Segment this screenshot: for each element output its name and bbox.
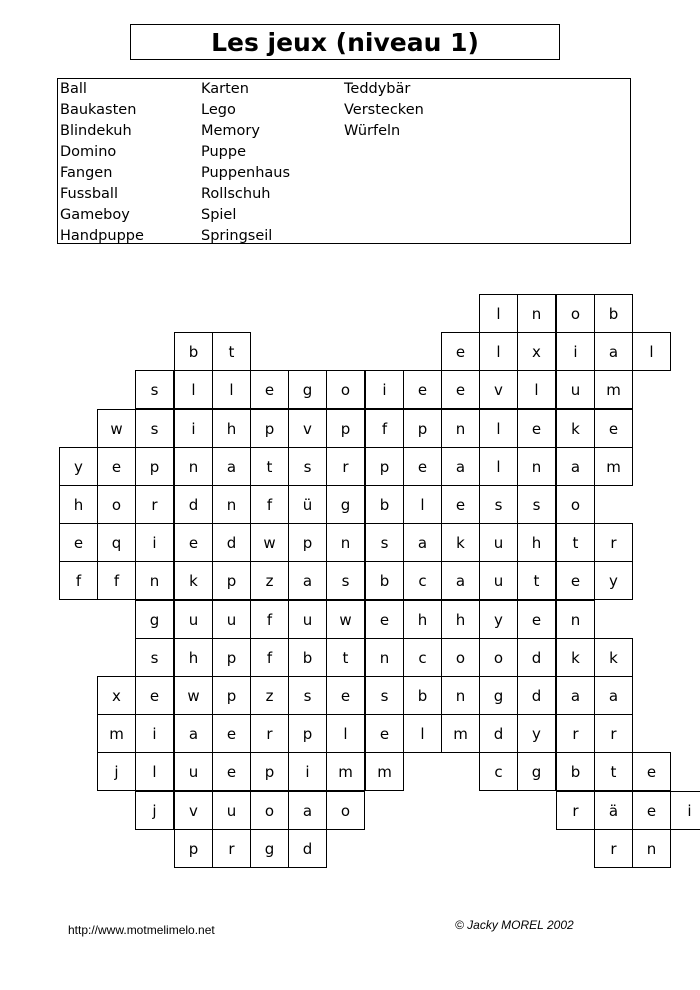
grid-cell[interactable]: b [556,752,595,791]
grid-cell[interactable]: ü [288,485,327,524]
grid-cell[interactable]: f [250,485,289,524]
grid-cell[interactable]: f [59,561,98,600]
grid-cell[interactable]: u [556,370,595,409]
grid-cell[interactable]: g [135,600,174,639]
grid-cell[interactable]: p [288,523,327,562]
grid-cell[interactable]: v [174,791,213,830]
grid-cell[interactable]: u [479,561,518,600]
grid-cell[interactable]: a [212,447,251,486]
grid-cell[interactable]: l [212,370,251,409]
grid-cell[interactable]: t [594,752,633,791]
grid-cell[interactable]: c [479,752,518,791]
grid-cell[interactable]: o [326,370,365,409]
grid-cell[interactable]: l [403,714,442,753]
grid-cell[interactable]: e [441,485,480,524]
grid-cell[interactable]: h [441,600,480,639]
grid-cell[interactable]: v [479,370,518,409]
grid-cell[interactable]: h [403,600,442,639]
grid-cell[interactable]: a [441,447,480,486]
grid-cell[interactable]: h [59,485,98,524]
grid-cell[interactable]: e [517,600,556,639]
grid-cell[interactable]: t [556,523,595,562]
grid-cell[interactable]: u [479,523,518,562]
grid-cell[interactable]: b [594,294,633,333]
grid-cell[interactable]: f [97,561,136,600]
grid-cell[interactable]: e [97,447,136,486]
grid-cell[interactable]: k [174,561,213,600]
grid-cell[interactable]: l [174,370,213,409]
grid-cell[interactable]: o [479,638,518,677]
grid-cell[interactable]: x [97,676,136,715]
footer-copyright: © Jacky MOREL 2002 [455,918,574,932]
grid-cell[interactable]: p [212,561,251,600]
grid-cell[interactable]: b [365,561,404,600]
grid-cell[interactable]: s [479,485,518,524]
grid-cell[interactable]: b [174,332,213,371]
grid-cell[interactable]: f [250,600,289,639]
grid-cell[interactable]: x [517,332,556,371]
grid-cell[interactable]: k [441,523,480,562]
grid-cell[interactable]: k [594,638,633,677]
grid-cell[interactable]: a [556,447,595,486]
word-list-item: Karten [201,81,249,97]
grid-cell[interactable]: f [250,638,289,677]
grid-cell[interactable]: a [441,561,480,600]
grid-cell[interactable]: k [556,638,595,677]
word-list-item: Puppenhaus [201,165,291,181]
grid-cell[interactable]: l [326,714,365,753]
grid-cell[interactable]: b [288,638,327,677]
grid-cell[interactable]: p [403,409,442,448]
grid-cell[interactable]: i [670,791,700,830]
grid-cell[interactable]: o [556,485,595,524]
grid-cell[interactable]: q [97,523,136,562]
grid-cell[interactable]: p [212,638,251,677]
grid-cell[interactable]: a [174,714,213,753]
word-list-item: Verstecken [344,102,424,118]
grid-cell[interactable]: r [594,829,633,868]
word-list-item: Spiel [201,207,237,223]
grid-cell[interactable]: m [365,752,404,791]
grid-cell[interactable]: n [441,676,480,715]
grid-cell[interactable]: p [212,676,251,715]
grid-cell[interactable]: a [556,676,595,715]
grid-cell[interactable]: o [441,638,480,677]
grid-cell[interactable]: g [517,752,556,791]
grid-cell[interactable]: i [556,332,595,371]
grid-cell[interactable]: u [174,752,213,791]
grid-cell[interactable]: n [517,447,556,486]
grid-cell[interactable]: g [288,370,327,409]
grid-cell[interactable]: b [365,485,404,524]
grid-cell[interactable]: g [326,485,365,524]
grid-cell[interactable]: a [288,791,327,830]
grid-cell[interactable]: a [288,561,327,600]
grid-cell[interactable]: d [479,714,518,753]
grid-cell[interactable]: d [517,638,556,677]
grid-cell[interactable]: r [212,829,251,868]
grid-cell[interactable]: s [365,676,404,715]
grid-cell[interactable]: v [288,409,327,448]
grid-cell[interactable]: i [174,409,213,448]
grid-cell[interactable]: r [556,791,595,830]
grid-cell[interactable]: t [212,332,251,371]
grid-cell[interactable]: n [174,447,213,486]
grid-cell[interactable]: n [365,638,404,677]
grid-cell[interactable]: r [250,714,289,753]
grid-cell[interactable]: u [212,791,251,830]
grid-cell[interactable]: w [174,676,213,715]
grid-cell[interactable]: e [326,676,365,715]
grid-cell[interactable]: k [556,409,595,448]
grid-cell[interactable]: o [250,791,289,830]
word-list-item: Fussball [60,186,118,202]
grid-cell[interactable]: e [250,370,289,409]
grid-cell[interactable]: s [288,447,327,486]
grid-cell[interactable]: d [288,829,327,868]
grid-cell[interactable]: l [403,485,442,524]
grid-cell[interactable]: j [135,791,174,830]
grid-cell[interactable]: d [212,523,251,562]
grid-cell[interactable]: m [594,370,633,409]
grid-cell[interactable]: r [326,447,365,486]
grid-cell[interactable]: e [632,791,671,830]
grid-cell[interactable]: w [326,600,365,639]
grid-cell[interactable]: e [403,370,442,409]
grid-cell[interactable]: s [135,409,174,448]
grid-cell[interactable]: a [594,676,633,715]
grid-cell[interactable]: n [441,409,480,448]
grid-cell[interactable]: i [135,523,174,562]
grid-cell[interactable]: l [632,332,671,371]
grid-cell[interactable]: c [403,638,442,677]
word-list-item: Blindekuh [60,123,132,139]
grid-cell[interactable]: m [594,447,633,486]
grid-cell[interactable]: e [441,370,480,409]
word-list-item: Domino [60,144,117,160]
grid-cell[interactable]: o [556,294,595,333]
grid-cell[interactable]: f [365,409,404,448]
grid-cell[interactable]: s [365,523,404,562]
grid-cell[interactable]: z [250,676,289,715]
grid-cell[interactable]: e [59,523,98,562]
grid-cell[interactable]: h [212,409,251,448]
grid-cell[interactable]: m [441,714,480,753]
word-list-item: Puppe [201,144,247,160]
grid-cell[interactable]: l [479,332,518,371]
grid-cell[interactable]: l [479,447,518,486]
grid-cell[interactable]: t [326,638,365,677]
grid-cell[interactable]: y [479,600,518,639]
grid-cell[interactable]: p [250,409,289,448]
grid-cell[interactable]: c [403,561,442,600]
grid-cell[interactable]: n [556,600,595,639]
grid-cell[interactable]: s [288,676,327,715]
grid-cell[interactable]: n [326,523,365,562]
grid-cell[interactable]: h [517,523,556,562]
grid-cell[interactable]: e [365,600,404,639]
word-list-item: Ball [60,81,87,97]
grid-cell[interactable]: e [594,409,633,448]
grid-cell[interactable]: e [556,561,595,600]
grid-cell[interactable]: m [97,714,136,753]
grid-cell[interactable]: a [594,332,633,371]
grid-cell[interactable]: n [135,561,174,600]
footer-url: http://www.motmelimelo.net [68,923,215,937]
grid-cell[interactable]: y [59,447,98,486]
grid-cell[interactable]: w [250,523,289,562]
grid-cell[interactable]: u [174,600,213,639]
grid-cell[interactable]: w [97,409,136,448]
grid-cell[interactable]: e [174,523,213,562]
grid-cell[interactable]: r [556,714,595,753]
grid-cell[interactable]: t [250,447,289,486]
word-list-item: Fangen [60,165,113,181]
grid-cell[interactable]: e [212,714,251,753]
grid-cell[interactable]: z [250,561,289,600]
grid-cell[interactable]: n [632,829,671,868]
grid-cell[interactable]: e [135,676,174,715]
grid-cell[interactable]: p [135,447,174,486]
grid-cell[interactable]: r [135,485,174,524]
grid-cell[interactable]: s [135,638,174,677]
grid-cell[interactable]: p [174,829,213,868]
grid-cell[interactable]: h [174,638,213,677]
grid-cell[interactable]: l [135,752,174,791]
grid-cell[interactable]: p [250,752,289,791]
page-title: Les jeux (niveau 1) [130,24,560,60]
word-list-item: Springseil [201,228,273,244]
grid-cell[interactable]: l [479,294,518,333]
grid-cell[interactable]: r [594,523,633,562]
grid-cell[interactable]: u [212,600,251,639]
grid-cell[interactable]: s [326,561,365,600]
grid-cell[interactable]: g [250,829,289,868]
word-list-item: Baukasten [60,102,137,118]
grid-cell[interactable]: s [517,485,556,524]
grid-cell[interactable]: j [97,752,136,791]
grid-cell[interactable]: e [403,447,442,486]
grid-cell[interactable]: i [365,370,404,409]
word-list-item: Würfeln [344,123,401,139]
grid-cell[interactable]: o [326,791,365,830]
grid-cell[interactable]: s [135,370,174,409]
grid-cell[interactable]: p [326,409,365,448]
word-list-item: Lego [201,102,236,118]
grid-cell[interactable]: n [517,294,556,333]
word-list-item: Handpuppe [60,228,144,244]
grid-cell[interactable]: p [365,447,404,486]
grid-cell[interactable]: e [365,714,404,753]
grid-cell[interactable]: g [479,676,518,715]
grid-cell[interactable]: l [479,409,518,448]
grid-cell[interactable]: l [517,370,556,409]
grid-cell[interactable]: m [326,752,365,791]
word-list-item: Teddybär [344,81,411,97]
grid-cell[interactable]: u [288,600,327,639]
grid-cell[interactable]: o [97,485,136,524]
grid-cell[interactable]: e [632,752,671,791]
grid-cell[interactable]: a [403,523,442,562]
grid-cell[interactable]: y [594,561,633,600]
word-list-item: Memory [201,123,260,139]
grid-cell[interactable]: t [517,561,556,600]
grid-cell[interactable]: i [135,714,174,753]
grid-cell[interactable]: e [517,409,556,448]
grid-cell[interactable]: r [594,714,633,753]
grid-cell[interactable]: d [517,676,556,715]
word-list-item: Gameboy [60,207,130,223]
grid-cell[interactable]: e [212,752,251,791]
grid-cell[interactable]: e [441,332,480,371]
grid-cell[interactable]: i [288,752,327,791]
grid-cell[interactable]: ä [594,791,633,830]
grid-cell[interactable]: b [403,676,442,715]
grid-cell[interactable]: y [517,714,556,753]
grid-cell[interactable]: d [174,485,213,524]
word-list-item: Rollschuh [201,186,271,202]
grid-cell[interactable]: n [212,485,251,524]
grid-cell[interactable]: p [288,714,327,753]
